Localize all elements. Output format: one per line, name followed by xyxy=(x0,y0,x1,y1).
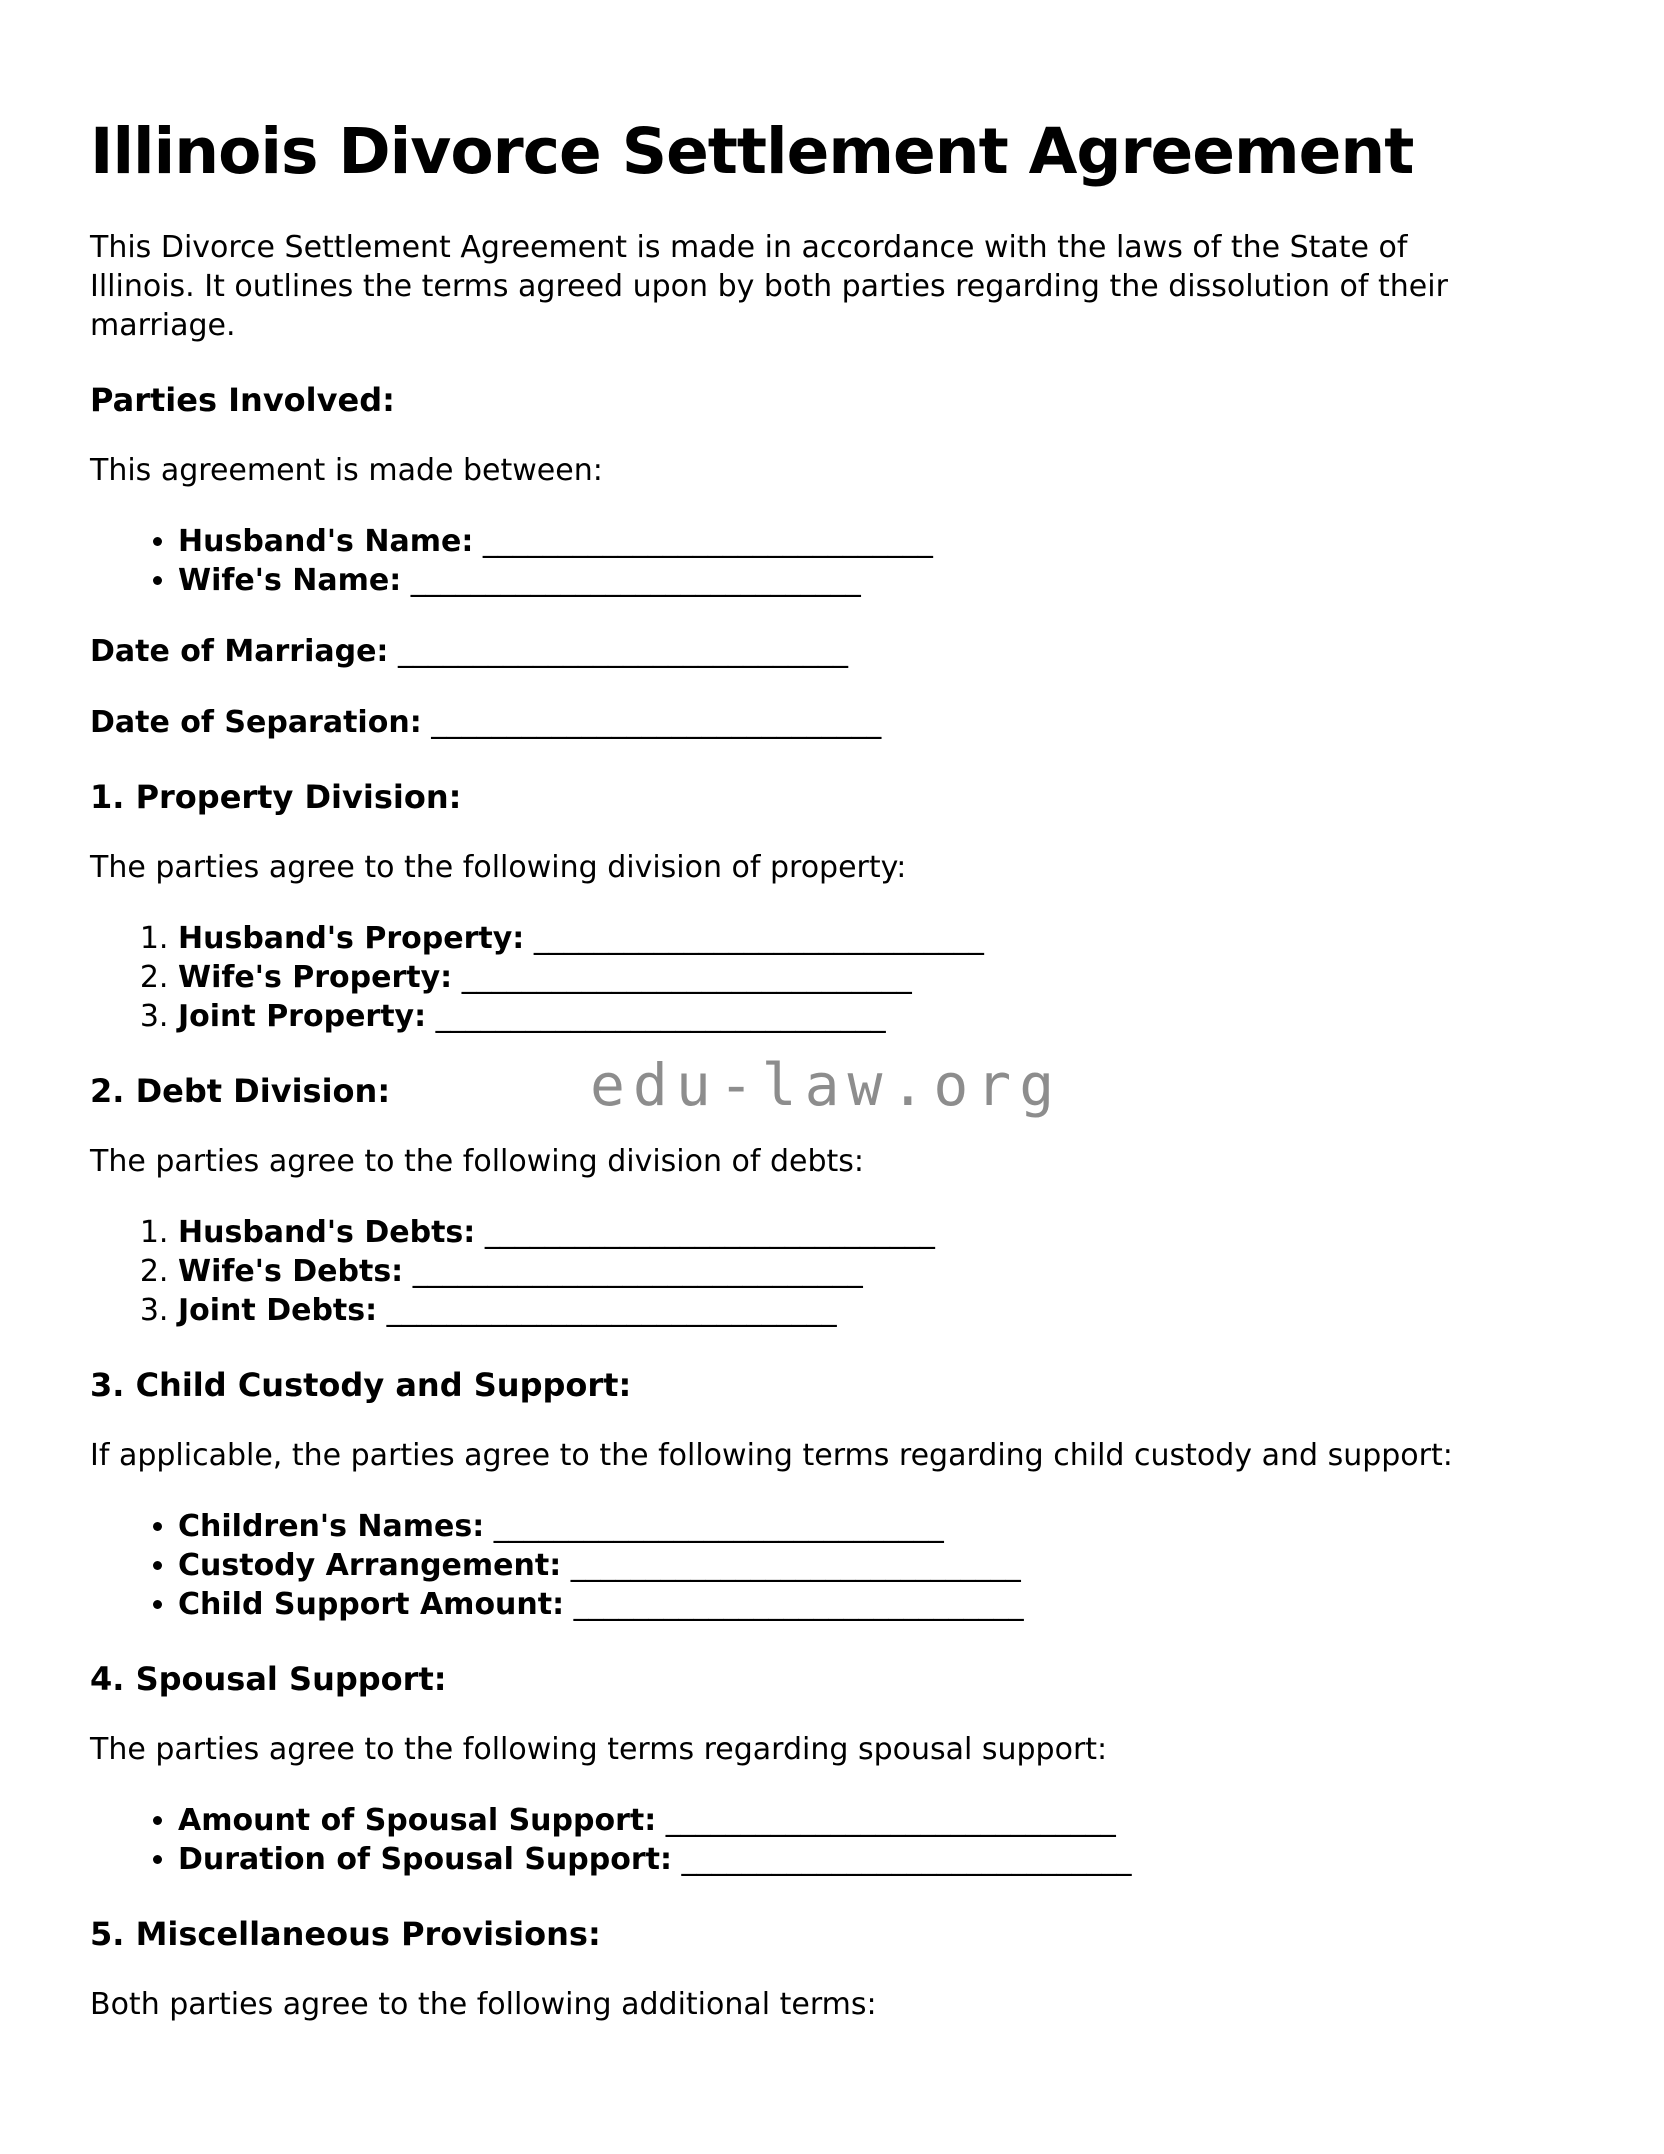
field-blank: ______________________________ xyxy=(665,1803,1116,1838)
field-label: Husband's Property: xyxy=(178,921,525,956)
section-heading-child-custody: 3. Child Custody and Support: xyxy=(90,1366,632,1404)
section-heading-spousal-support: 4. Spousal Support: xyxy=(90,1660,447,1698)
field-label: Joint Property: xyxy=(178,999,427,1034)
field-label: Date of Marriage: xyxy=(90,634,389,669)
list-item-child-support-amount xyxy=(178,1585,1485,1624)
field-blank: ______________________________ xyxy=(412,1254,863,1289)
section-heading-miscellaneous: 5. Miscellaneous Provisions: xyxy=(90,1915,601,1953)
field-label: Amount of Spousal Support: xyxy=(178,1803,657,1838)
list-item-husband-name xyxy=(178,522,1485,561)
field-label: Joint Debts: xyxy=(178,1293,378,1328)
list-item-joint-debts xyxy=(178,1291,1485,1330)
list-item-duration-spousal-support xyxy=(178,1840,1485,1879)
field-blank: ______________________________ xyxy=(484,1215,935,1250)
parties-lead: This agreement is made between: xyxy=(90,453,603,488)
list-item-husband-property xyxy=(178,919,1485,958)
section-heading-property-division: 1. Property Division: xyxy=(90,778,462,816)
field-blank: ______________________________ xyxy=(410,563,861,598)
list-item-wife-property xyxy=(178,958,1485,997)
field-blank: ______________________________ xyxy=(397,634,848,669)
document-content xyxy=(90,114,1485,2024)
document-title: Illinois Divorce Settlement Agreement xyxy=(90,115,1414,188)
property-list xyxy=(90,919,1485,1036)
field-label: Custody Arrangement: xyxy=(178,1548,562,1583)
list-item-husband-debts xyxy=(178,1213,1485,1252)
field-label: Wife's Debts: xyxy=(178,1254,404,1289)
field-blank: ______________________________ xyxy=(461,960,912,995)
field-label: Child Support Amount: xyxy=(178,1587,565,1622)
field-label: Duration of Spousal Support: xyxy=(178,1842,672,1877)
field-blank: ______________________________ xyxy=(681,1842,1132,1877)
list-item-amount-spousal-support xyxy=(178,1801,1485,1840)
field-blank: ______________________________ xyxy=(386,1293,837,1328)
field-blank: ______________________________ xyxy=(431,705,882,740)
field-label: Wife's Name: xyxy=(178,563,402,598)
field-blank: ______________________________ xyxy=(435,999,886,1034)
custody-list xyxy=(90,1507,1485,1624)
section-heading-debt-division: 2. Debt Division: xyxy=(90,1072,391,1110)
field-blank: ______________________________ xyxy=(482,524,933,559)
spousal-list xyxy=(90,1801,1485,1879)
intro-paragraph: This Divorce Settlement Agreement is made in accordance with the laws of the State of Illinois. It outlines the terms agreed upon by both parties regarding the dissolution of their marriage. xyxy=(90,230,1448,343)
list-item-joint-property xyxy=(178,997,1485,1036)
list-item-wife-debts xyxy=(178,1252,1485,1291)
field-blank: ______________________________ xyxy=(570,1548,1021,1583)
misc-lead: Both parties agree to the following additional terms: xyxy=(90,1987,877,2022)
field-blank: ______________________________ xyxy=(573,1587,1024,1622)
custody-lead: If applicable, the parties agree to the following terms regarding child custody and support: xyxy=(90,1438,1453,1473)
field-blank: ______________________________ xyxy=(533,921,984,956)
field-label: Husband's Debts: xyxy=(178,1215,476,1250)
section-heading-parties: Parties Involved: xyxy=(90,381,395,419)
property-lead: The parties agree to the following division of property: xyxy=(90,850,907,885)
field-blank: ______________________________ xyxy=(493,1509,944,1544)
field-label: Wife's Property: xyxy=(178,960,453,995)
field-label: Husband's Name: xyxy=(178,524,474,559)
field-label: Children's Names: xyxy=(178,1509,485,1544)
field-label: Date of Separation: xyxy=(90,705,422,740)
debt-list xyxy=(90,1213,1485,1330)
parties-list xyxy=(90,522,1485,600)
field-date-of-marriage xyxy=(90,632,1485,671)
watermark: edu-law.org xyxy=(590,1051,1063,1119)
list-item-custody-arrangement xyxy=(178,1546,1485,1585)
field-date-of-separation xyxy=(90,703,1485,742)
list-item-childrens-names xyxy=(178,1507,1485,1546)
list-item-wife-name xyxy=(178,561,1485,600)
debt-lead: The parties agree to the following division of debts: xyxy=(90,1144,865,1179)
spousal-lead: The parties agree to the following terms regarding spousal support: xyxy=(90,1732,1108,1767)
